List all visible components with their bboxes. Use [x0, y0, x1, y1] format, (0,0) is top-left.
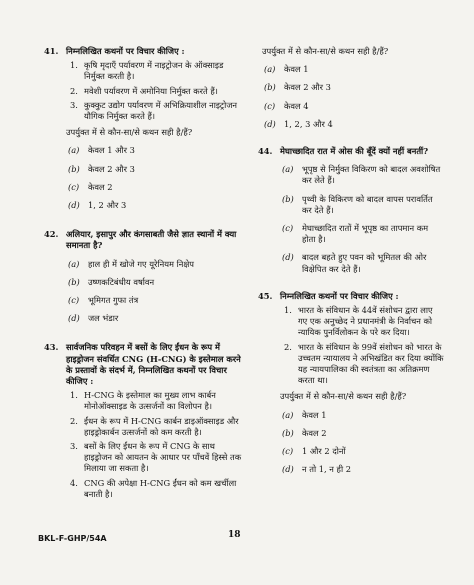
- option-label: (d): [68, 313, 80, 324]
- question-text: निम्नलिखित कथनों पर विचार कीजिए :: [280, 290, 399, 301]
- option-c[interactable]: [280, 223, 444, 245]
- question-number: 45.: [258, 290, 273, 301]
- question-43-continued: [258, 46, 444, 130]
- statement-1: [66, 390, 244, 412]
- options-list: [262, 64, 444, 130]
- option-a[interactable]: [66, 259, 244, 270]
- options-list: [280, 164, 444, 275]
- options-list: [280, 410, 444, 476]
- question-42: [44, 229, 244, 324]
- statement-text: H-CNG के इस्तेमाल का मुख्य लाभ कार्बन मोनोऑक्साइड के उत्सर्जनों का विलोपन है।: [84, 390, 216, 412]
- statement-3: [66, 100, 244, 122]
- option-c[interactable]: [66, 295, 244, 306]
- question-text: सार्वजनिक परिवहन में बसों के लिए ईंधन के रूप में हाइड्रोजन संवर्धित CNG (H-CNG) के इस्तेमाल करने के प्रस्तावों के संदर्भ में, निम्नलिखित कथनों पर विचार कीजिए :: [66, 342, 241, 387]
- statement-text: CNG की अपेक्षा H-CNG ईंधन को कम खर्चीला बनाती है।: [84, 477, 237, 499]
- question-number: 42.: [44, 229, 59, 240]
- option-label: (b): [68, 276, 80, 287]
- statement-number: 2.: [70, 415, 78, 426]
- option-text: केवल 4: [284, 100, 309, 111]
- statement-2: [66, 416, 244, 438]
- statement-number: 2.: [70, 85, 78, 96]
- option-text: केवल 2: [88, 181, 113, 192]
- option-a[interactable]: [280, 410, 444, 421]
- statement-number: 1.: [70, 60, 78, 71]
- option-label: (d): [282, 252, 294, 263]
- option-label: (d): [264, 118, 276, 129]
- options-list: [66, 259, 244, 325]
- question-ask: उपर्युक्त में से कौन-सा/से कथन सही है/हैं?: [262, 46, 389, 56]
- option-b[interactable]: [280, 428, 444, 439]
- option-text: 1 और 2 दोनों: [302, 446, 346, 457]
- option-text: भूमिगत गुफा तंत्र: [88, 295, 139, 306]
- option-text: केवल 1 और 3: [88, 145, 135, 156]
- option-label: (c): [282, 223, 294, 234]
- option-text: उष्णकटिबंधीय वर्षावन: [88, 276, 155, 287]
- option-a[interactable]: [280, 164, 444, 186]
- statement-text: बसों के लिए ईंधन के रूप में CNG के साथ हाइड्रोजन को आयतन के आधार पर पाँचवें हिस्से तक मिलाया जा सकता है।: [84, 441, 242, 474]
- option-d[interactable]: [280, 464, 444, 475]
- option-a[interactable]: [262, 64, 444, 75]
- option-d[interactable]: [66, 200, 244, 211]
- question-45: [258, 291, 444, 476]
- question-text: निम्नलिखित कथनों पर विचार कीजिए :: [66, 46, 185, 56]
- option-label: (b): [282, 427, 294, 438]
- question-ask: उपर्युक्त में से कौन-सा/से कथन सही है/हैं?: [280, 391, 407, 402]
- option-label: (b): [282, 193, 294, 204]
- question-41: [44, 46, 244, 211]
- statement-number: 1.: [284, 305, 292, 316]
- option-text: केवल 2 और 3: [284, 82, 331, 93]
- statement-number: 3.: [70, 441, 78, 452]
- statement-text: कुक्कुट उद्योग पर्यावरण में अभिक्रियाशील नाइट्रोजन यौगिक निर्मुक्त करते हैं।: [84, 99, 238, 122]
- page-number: 18: [228, 530, 241, 540]
- option-d[interactable]: [66, 313, 244, 324]
- question-43: [44, 342, 244, 500]
- option-label: (c): [68, 181, 80, 192]
- statement-4: [66, 478, 244, 500]
- option-label: (a): [264, 64, 276, 75]
- option-text: 1, 2, 3 और 4: [284, 118, 333, 129]
- option-c[interactable]: [280, 446, 444, 457]
- option-label: (c): [264, 100, 276, 111]
- option-a[interactable]: [66, 145, 244, 156]
- option-b[interactable]: [66, 164, 244, 175]
- statement-number: 2.: [284, 341, 292, 352]
- option-text: केवल 2 और 3: [88, 163, 135, 174]
- statement-number: 1.: [70, 390, 78, 401]
- statement-text: भारत के संविधान के 44वें संशोधन द्वारा लाए गए एक अनुच्छेद ने प्रधानमंत्री के निर्वाचन को न्यायिक पुनर्विलोकन के परे कर दिया।: [298, 305, 433, 338]
- statement-text: ईंधन के रूप में H-CNG कार्बन डाइऑक्साइड और हाइड्रोकार्बन उत्सर्जनों को कम करती है।: [84, 415, 239, 437]
- statement-text: भारत के संविधान के 99वें संशोधन को भारत के उच्चतम न्यायालय ने अभिखंडित कर दिया क्योंकि यह न्यायपालिका की स्वतंत्रता का अतिक्रमण करता था।: [298, 341, 444, 386]
- option-text: हाल ही में खोजे गए यूरेनियम निक्षेप: [88, 258, 195, 269]
- option-text: मेघाच्छादित रातों में भूपृष्ठ का तापमान कम होता है।: [302, 223, 429, 245]
- option-label: (c): [68, 295, 80, 306]
- statement-2: [280, 342, 444, 387]
- booklet-code: BKL-F-GHP/54A: [38, 534, 107, 543]
- option-text: पृथ्वी के विकिरण को बादल वापस परावर्तित कर देते हैं।: [302, 193, 433, 215]
- question-text: मेघाच्छादित रात में ओस की बूँदें क्यों नहीं बनतीं?: [280, 146, 429, 157]
- option-label: (a): [282, 409, 294, 420]
- option-text: केवल 1: [302, 409, 327, 420]
- statement-number: 3.: [70, 99, 78, 110]
- question-44: [258, 146, 444, 275]
- option-b[interactable]: [262, 82, 444, 93]
- left-column: [44, 46, 244, 500]
- option-d[interactable]: [280, 252, 444, 274]
- option-c[interactable]: [262, 101, 444, 112]
- statement-3: [66, 441, 244, 475]
- option-b[interactable]: [280, 194, 444, 216]
- option-label: (d): [282, 464, 294, 475]
- option-d[interactable]: [262, 119, 444, 130]
- statement-number: 4.: [70, 477, 78, 488]
- option-label: (a): [68, 145, 80, 156]
- statement-1: [280, 305, 444, 339]
- option-text: न तो 1, न ही 2: [302, 464, 352, 475]
- statement-text: कृषि मृदाएँ पर्यावरण में नाइट्रोजन के ऑक्साइड निर्मुक्त करती है।: [84, 60, 224, 82]
- statement-text: मवेशी पर्यावरण में अमोनिया निर्मुक्त करते हैं।: [84, 85, 218, 96]
- question-text: अलियार, इसापुर और कंगसाबती जैसे ज्ञात स्थानों में क्या समानता है?: [66, 229, 237, 251]
- question-number: 41.: [44, 46, 59, 56]
- option-text: केवल 1: [284, 64, 309, 75]
- statement-2: [66, 86, 244, 97]
- option-text: जल भंडार: [88, 313, 119, 324]
- option-label: (a): [282, 164, 294, 175]
- question-number: 43.: [44, 342, 59, 353]
- option-b[interactable]: [66, 277, 244, 288]
- option-c[interactable]: [66, 182, 244, 193]
- question-number: 44.: [258, 146, 273, 157]
- option-text: केवल 2: [302, 427, 327, 438]
- option-label: (c): [282, 446, 294, 457]
- option-label: (d): [68, 200, 80, 211]
- question-ask: उपर्युक्त में से कौन-सा/से कथन सही है/हैं?: [66, 127, 193, 138]
- statement-1: [66, 60, 244, 82]
- options-list: [66, 145, 244, 211]
- option-label: (b): [264, 82, 276, 93]
- option-text: बादल बहते हुए पवन को भूमितल की ओर विक्षेपित कर देते हैं।: [302, 252, 427, 274]
- option-label: (b): [68, 163, 80, 174]
- option-text: भूपृष्ठ से निर्मुक्त विकिरण को बादल अवशोषित कर लेते हैं।: [302, 164, 441, 186]
- right-column: [258, 46, 444, 475]
- option-text: 1, 2 और 3: [88, 200, 127, 211]
- option-label: (a): [68, 258, 80, 269]
